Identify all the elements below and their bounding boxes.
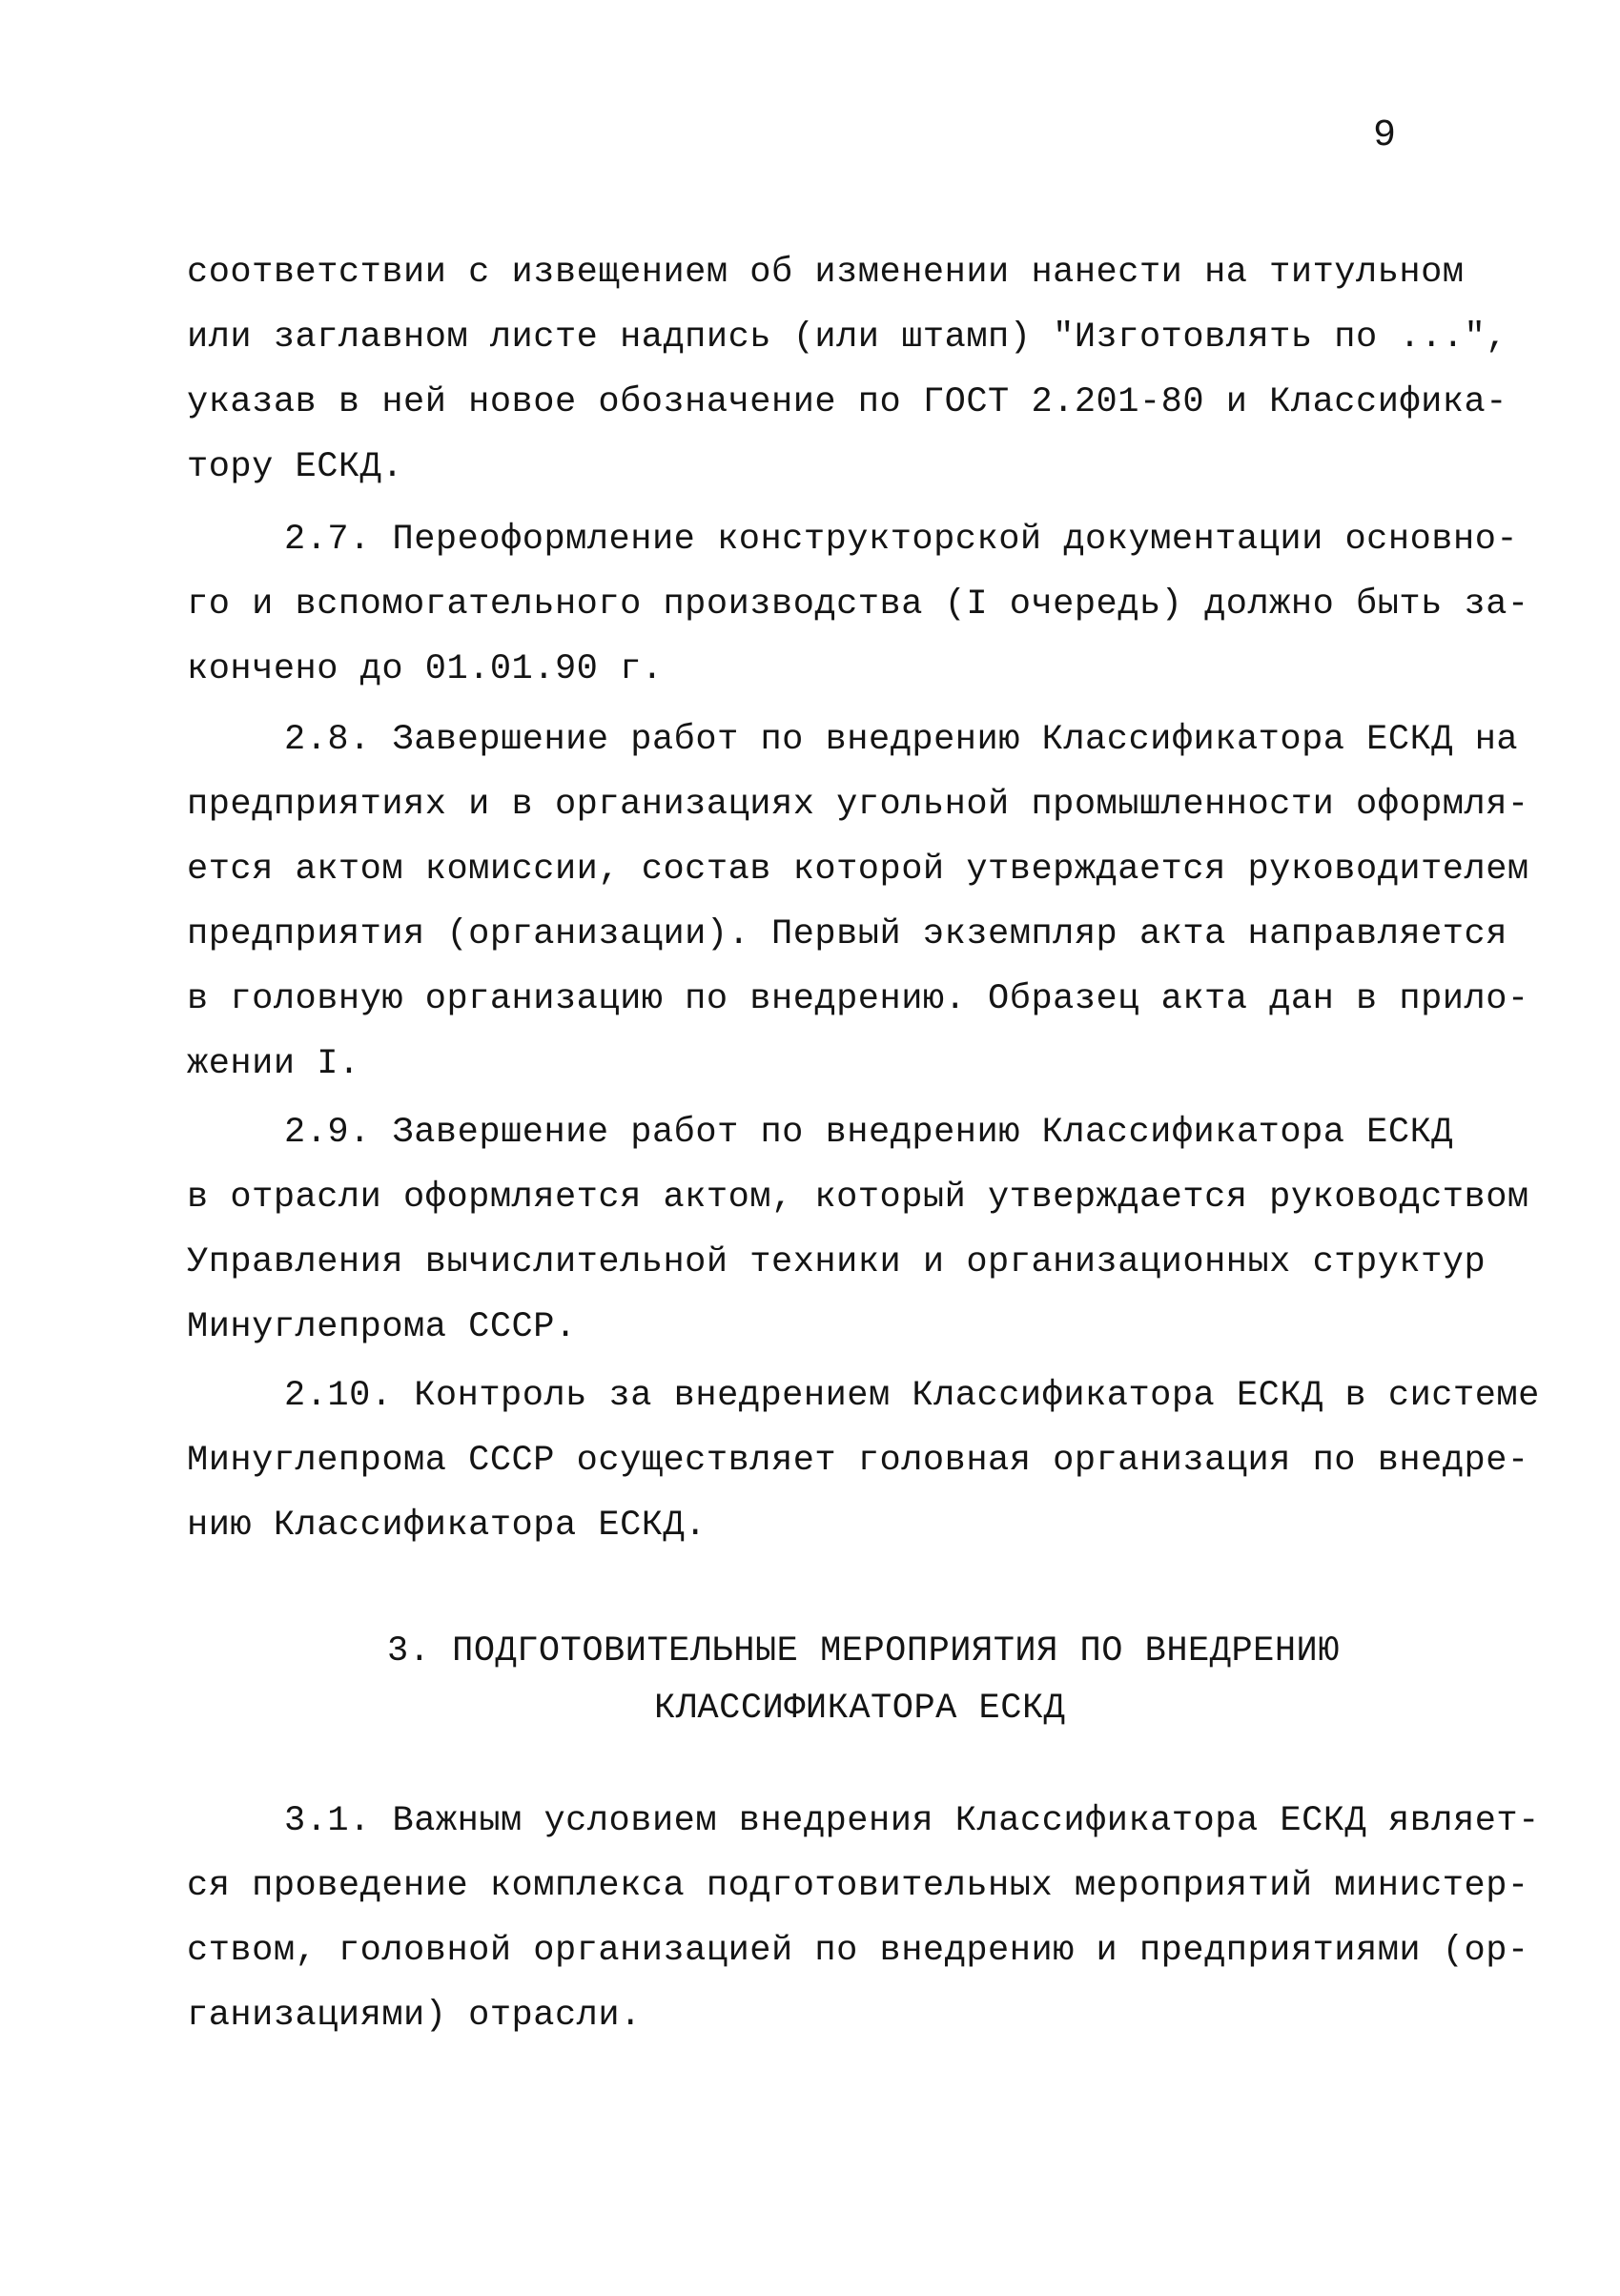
text-line: ством, головной организацией по внедрению и предприятиями (ор- bbox=[187, 1931, 1529, 1971]
text-line: нию Классификатора ЕСКД. bbox=[187, 1506, 707, 1546]
text-line: Минуглепрома СССР осуществляет головная организация по внедре- bbox=[187, 1441, 1529, 1481]
text-line: указав в ней новое обозначение по ГОСТ 2.201-80 и Классифика- bbox=[187, 382, 1507, 422]
text-line: ется актом комиссии, состав которой утверждается руководителем bbox=[187, 850, 1529, 890]
page-number: 9 bbox=[1373, 114, 1397, 157]
text-line: тору ЕСКД. bbox=[187, 447, 404, 487]
text-line: соответствии с извещением об изменении нанести на титульном bbox=[187, 253, 1465, 293]
heading-line: КЛАССИФИКАТОРА ЕСКД bbox=[654, 1689, 1066, 1729]
text-line: 2.8. Завершение работ по внедрению Классификатора ЕСКД на bbox=[284, 720, 1519, 760]
heading-line: 3. ПОДГОТОВИТЕЛЬНЫЕ МЕРОПРИЯТИЯ ПО ВНЕДРЕНИЮ bbox=[387, 1631, 1340, 1671]
text-line: кончено до 01.01.90 г. bbox=[187, 649, 664, 689]
text-line: 2.7. Переоформление конструкторской документации основно- bbox=[284, 520, 1519, 560]
text-line: 2.10. Контроль за внедрением Классификатора ЕСКД в системе bbox=[284, 1376, 1540, 1416]
text-line: 3.1. Важным условием внедрения Классификатора ЕСКД являет- bbox=[284, 1801, 1540, 1841]
text-line: ся проведение комплекса подготовительных мероприятий министер- bbox=[187, 1866, 1529, 1906]
text-line: го и вспомогательного производства (I очередь) должно быть за- bbox=[187, 584, 1529, 625]
text-line: Управления вычислительной техники и организационных структур bbox=[187, 1242, 1487, 1282]
text-line: Минуглепрома СССР. bbox=[187, 1307, 577, 1347]
text-line: ганизациями) отрасли. bbox=[187, 1996, 642, 2036]
text-line: в головную организацию по внедрению. Образец акта дан в прило- bbox=[187, 979, 1529, 1019]
text-line: предприятия (организации). Первый экземпляр акта направляется bbox=[187, 914, 1507, 954]
text-line: в отрасли оформляется актом, который утверждается руководством bbox=[187, 1178, 1529, 1218]
text-line: или заглавном листе надпись (или штамп) "Изготовлять по ...", bbox=[187, 318, 1507, 358]
text-line: 2.9. Завершение работ по внедрению Классификатора ЕСКД bbox=[284, 1113, 1453, 1153]
text-line: жении I. bbox=[187, 1044, 360, 1084]
text-line: предприятиях и в организациях угольной промышленности оформля- bbox=[187, 785, 1529, 825]
